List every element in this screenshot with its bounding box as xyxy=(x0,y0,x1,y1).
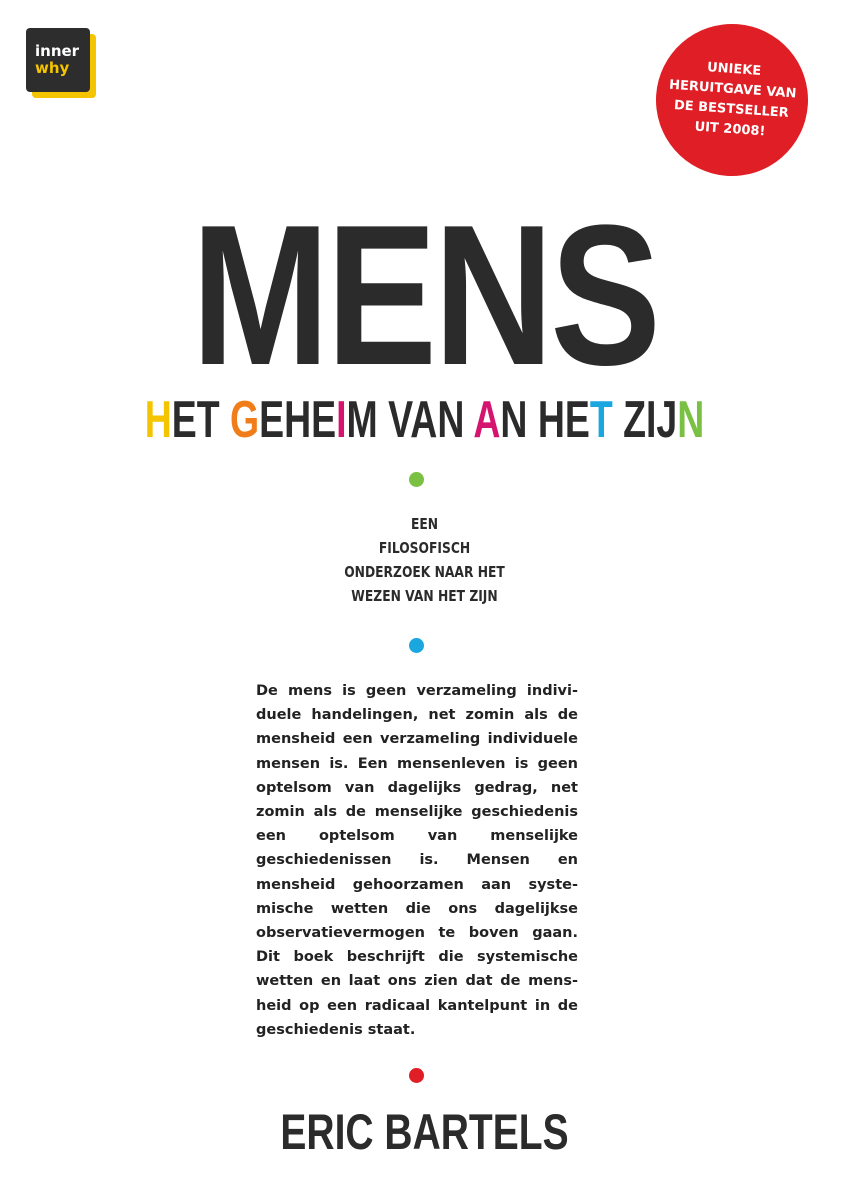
author-name: ERIC BARTELS xyxy=(280,1104,569,1160)
subtitle-part: H xyxy=(144,391,172,449)
reissue-sticker xyxy=(651,19,813,181)
sticker-line: HERUITGAVE VAN xyxy=(668,77,797,102)
subtitle-part: ZIJ xyxy=(612,391,678,449)
subtitle-part: I xyxy=(336,391,347,449)
subtitle-part: N HE xyxy=(500,391,590,449)
tagline xyxy=(0,512,849,608)
subtitle-part: A xyxy=(473,391,501,449)
logo-text-inner: inner xyxy=(35,42,80,60)
sticker-line: UIT 2008! xyxy=(694,119,766,140)
sticker-line: UNIEKE xyxy=(706,60,762,79)
subtitle-part: N xyxy=(677,391,705,449)
logo-text-why: why xyxy=(35,59,70,77)
book-subtitle xyxy=(119,392,730,448)
subtitle-part: T xyxy=(589,391,613,449)
subtitle-part: M VAN xyxy=(346,391,474,449)
logo-box xyxy=(26,28,90,92)
book-blurb: De mens is geen verzameling individuele handelingen, net zomin als de mensheid een verzameling individuele mensen is. Een mensenleven is geen optelsom van dagelijks gedrag, net zomin als de menselijke geschiedenis een optelsom van menselijke geschiedenissen is. Mensen en mensheid gehoorzamen aan systemische wetten die ons dagelijkse observatievermogen te boven gaan. Dit boek beschrijft die systemische wetten en laat ons zien dat de mensheid op een radicaal kantelpunt in de geschiedenis staat. xyxy=(256,683,578,1038)
tagline-line: WEZEN VAN HET ZIJN xyxy=(351,587,498,605)
red-dot-divider xyxy=(409,1068,424,1083)
publisher-logo xyxy=(26,28,96,98)
green-dot-divider xyxy=(409,472,424,487)
tagline-line: ONDERZOEK NAAR HET xyxy=(344,563,505,581)
subtitle-part: G xyxy=(229,391,260,449)
book-title: MENS xyxy=(191,184,658,407)
cyan-dot-divider xyxy=(409,638,424,653)
tagline-line: EEN xyxy=(410,515,439,533)
subtitle-part: EHE xyxy=(259,391,337,449)
subtitle-part: ET xyxy=(171,391,230,449)
tagline-line: FILOSOFISCH xyxy=(378,539,471,557)
sticker-line: DE BESTSELLER xyxy=(673,97,790,121)
